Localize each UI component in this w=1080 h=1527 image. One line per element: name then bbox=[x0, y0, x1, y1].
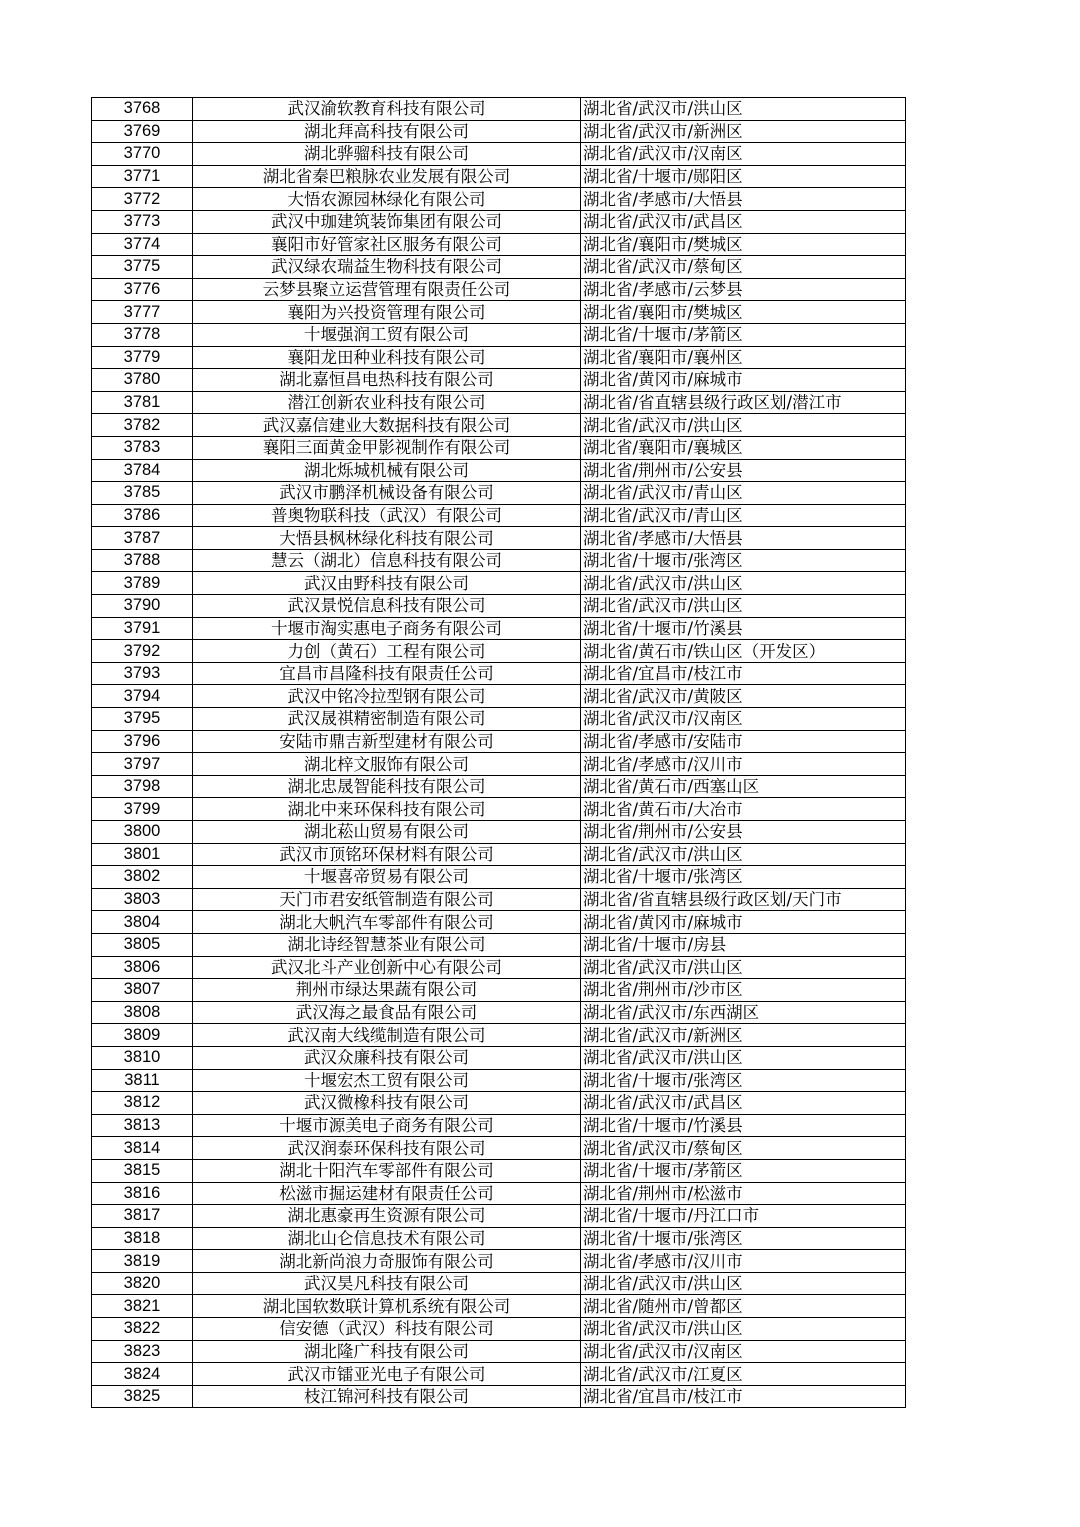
row-number-cell: 3813 bbox=[92, 1114, 193, 1137]
row-number-cell: 3819 bbox=[92, 1250, 193, 1273]
region-cell: 湖北省/武汉市/武昌区 bbox=[581, 1092, 906, 1115]
table-row bbox=[92, 866, 906, 889]
company-name-cell: 武汉中珈建筑装饰集团有限公司 bbox=[193, 210, 581, 233]
row-number-cell: 3782 bbox=[92, 414, 193, 437]
region-cell: 湖北省/武汉市/青山区 bbox=[581, 504, 906, 527]
row-number-cell: 3770 bbox=[92, 143, 193, 166]
table-row bbox=[92, 1024, 906, 1047]
region-cell: 湖北省/武汉市/青山区 bbox=[581, 482, 906, 505]
table-row bbox=[92, 572, 906, 595]
company-name-cell: 湖北菘山贸易有限公司 bbox=[193, 821, 581, 844]
region-cell: 湖北省/孝感市/安陆市 bbox=[581, 730, 906, 753]
company-name-cell: 襄阳三面黄金甲影视制作有限公司 bbox=[193, 436, 581, 459]
table-row bbox=[92, 595, 906, 618]
row-number-cell: 3790 bbox=[92, 595, 193, 618]
company-name-cell: 十堰强润工贸有限公司 bbox=[193, 323, 581, 346]
company-name-cell: 天门市君安纸管制造有限公司 bbox=[193, 888, 581, 911]
company-name-cell: 武汉景悦信息科技有限公司 bbox=[193, 595, 581, 618]
company-name-cell: 湖北烁城机械有限公司 bbox=[193, 459, 581, 482]
region-cell: 湖北省/随州市/曾都区 bbox=[581, 1295, 906, 1318]
table-row bbox=[92, 685, 906, 708]
table-row bbox=[92, 527, 906, 550]
row-number-cell: 3822 bbox=[92, 1318, 193, 1341]
region-cell: 湖北省/荆州市/公安县 bbox=[581, 459, 906, 482]
row-number-cell: 3820 bbox=[92, 1272, 193, 1295]
company-name-cell: 湖北隆广科技有限公司 bbox=[193, 1340, 581, 1363]
table-row bbox=[92, 391, 906, 414]
row-number-cell: 3789 bbox=[92, 572, 193, 595]
region-cell: 湖北省/孝感市/大悟县 bbox=[581, 527, 906, 550]
table-row bbox=[92, 1363, 906, 1386]
region-cell: 湖北省/武汉市/蔡甸区 bbox=[581, 1137, 906, 1160]
company-name-cell: 武汉北斗产业创新中心有限公司 bbox=[193, 956, 581, 979]
table-row bbox=[92, 1069, 906, 1092]
company-name-cell: 武汉绿农瑞益生物科技有限公司 bbox=[193, 256, 581, 279]
row-number-cell: 3769 bbox=[92, 120, 193, 143]
company-name-cell: 荆州市绿达果蔬有限公司 bbox=[193, 979, 581, 1002]
row-number-cell: 3797 bbox=[92, 753, 193, 776]
region-cell: 湖北省/武汉市/汉南区 bbox=[581, 708, 906, 731]
region-cell: 湖北省/孝感市/大悟县 bbox=[581, 188, 906, 211]
region-cell: 湖北省/武汉市/东西湖区 bbox=[581, 1001, 906, 1024]
row-number-cell: 3812 bbox=[92, 1092, 193, 1115]
region-cell: 湖北省/十堰市/郧阳区 bbox=[581, 165, 906, 188]
row-number-cell: 3771 bbox=[92, 165, 193, 188]
row-number-cell: 3796 bbox=[92, 730, 193, 753]
row-number-cell: 3788 bbox=[92, 549, 193, 572]
table-row bbox=[92, 120, 906, 143]
company-name-cell: 大悟县枫林绿化科技有限公司 bbox=[193, 527, 581, 550]
company-name-cell: 襄阳龙田种业科技有限公司 bbox=[193, 346, 581, 369]
table-row bbox=[92, 708, 906, 731]
row-number-cell: 3785 bbox=[92, 482, 193, 505]
region-cell: 湖北省/十堰市/张湾区 bbox=[581, 866, 906, 889]
company-name-cell: 武汉微橡科技有限公司 bbox=[193, 1092, 581, 1115]
table-row bbox=[92, 821, 906, 844]
region-cell: 湖北省/襄阳市/樊城区 bbox=[581, 301, 906, 324]
region-cell: 湖北省/十堰市/竹溪县 bbox=[581, 1114, 906, 1137]
table-row bbox=[92, 233, 906, 256]
company-name-cell: 襄阳市好管家社区服务有限公司 bbox=[193, 233, 581, 256]
region-cell: 湖北省/省直辖县级行政区划/天门市 bbox=[581, 888, 906, 911]
table-row bbox=[92, 640, 906, 663]
region-cell: 湖北省/武汉市/洪山区 bbox=[581, 98, 906, 121]
company-name-cell: 武汉嘉信建业大数据科技有限公司 bbox=[193, 414, 581, 437]
table-row bbox=[92, 1295, 906, 1318]
row-number-cell: 3772 bbox=[92, 188, 193, 211]
company-name-cell: 湖北拜高科技有限公司 bbox=[193, 120, 581, 143]
company-name-cell: 松滋市掘运建材有限责任公司 bbox=[193, 1182, 581, 1205]
region-cell: 湖北省/武汉市/洪山区 bbox=[581, 956, 906, 979]
company-name-cell: 武汉市镭亚光电子有限公司 bbox=[193, 1363, 581, 1386]
region-cell: 湖北省/宜昌市/枝江市 bbox=[581, 662, 906, 685]
company-name-cell: 武汉由野科技有限公司 bbox=[193, 572, 581, 595]
table-row bbox=[92, 933, 906, 956]
company-name-cell: 武汉润泰环保科技有限公司 bbox=[193, 1137, 581, 1160]
row-number-cell: 3801 bbox=[92, 843, 193, 866]
row-number-cell: 3798 bbox=[92, 775, 193, 798]
region-cell: 湖北省/十堰市/张湾区 bbox=[581, 1227, 906, 1250]
row-number-cell: 3768 bbox=[92, 98, 193, 121]
row-number-cell: 3775 bbox=[92, 256, 193, 279]
company-name-cell: 襄阳为兴投资管理有限公司 bbox=[193, 301, 581, 324]
company-name-cell: 慧云（湖北）信息科技有限公司 bbox=[193, 549, 581, 572]
region-cell: 湖北省/武汉市/黄陂区 bbox=[581, 685, 906, 708]
table-row bbox=[92, 1159, 906, 1182]
region-cell: 湖北省/黄石市/大冶市 bbox=[581, 798, 906, 821]
region-cell: 湖北省/孝感市/汉川市 bbox=[581, 753, 906, 776]
table-row bbox=[92, 143, 906, 166]
row-number-cell: 3791 bbox=[92, 617, 193, 640]
table-row bbox=[92, 979, 906, 1002]
company-table bbox=[91, 97, 906, 1408]
region-cell: 湖北省/省直辖县级行政区划/潜江市 bbox=[581, 391, 906, 414]
table-row bbox=[92, 1272, 906, 1295]
company-name-cell: 湖北十阳汽车零部件有限公司 bbox=[193, 1159, 581, 1182]
table-row bbox=[92, 459, 906, 482]
region-cell: 湖北省/荆州市/松滋市 bbox=[581, 1182, 906, 1205]
row-number-cell: 3808 bbox=[92, 1001, 193, 1024]
table-row bbox=[92, 414, 906, 437]
company-name-cell: 湖北省秦巴粮脉农业发展有限公司 bbox=[193, 165, 581, 188]
row-number-cell: 3816 bbox=[92, 1182, 193, 1205]
row-number-cell: 3780 bbox=[92, 369, 193, 392]
region-cell: 湖北省/黄石市/西塞山区 bbox=[581, 775, 906, 798]
company-name-cell: 安陆市鼎吉新型建材有限公司 bbox=[193, 730, 581, 753]
table-row bbox=[92, 1001, 906, 1024]
row-number-cell: 3795 bbox=[92, 708, 193, 731]
row-number-cell: 3793 bbox=[92, 662, 193, 685]
company-name-cell: 湖北梓文服饰有限公司 bbox=[193, 753, 581, 776]
table-row bbox=[92, 98, 906, 121]
row-number-cell: 3802 bbox=[92, 866, 193, 889]
row-number-cell: 3777 bbox=[92, 301, 193, 324]
company-name-cell: 湖北中来环保科技有限公司 bbox=[193, 798, 581, 821]
row-number-cell: 3787 bbox=[92, 527, 193, 550]
table-row bbox=[92, 1046, 906, 1069]
table-row bbox=[92, 346, 906, 369]
table-row bbox=[92, 1227, 906, 1250]
region-cell: 湖北省/武汉市/新洲区 bbox=[581, 120, 906, 143]
row-number-cell: 3818 bbox=[92, 1227, 193, 1250]
region-cell: 湖北省/十堰市/房县 bbox=[581, 933, 906, 956]
row-number-cell: 3824 bbox=[92, 1363, 193, 1386]
region-cell: 湖北省/荆州市/公安县 bbox=[581, 821, 906, 844]
company-name-cell: 武汉昊凡科技有限公司 bbox=[193, 1272, 581, 1295]
table-row bbox=[92, 482, 906, 505]
company-name-cell: 云梦县聚立运营管理有限责任公司 bbox=[193, 278, 581, 301]
company-name-cell: 武汉渝软教育科技有限公司 bbox=[193, 98, 581, 121]
table-row bbox=[92, 1318, 906, 1341]
company-name-cell: 武汉市鹏泽机械设备有限公司 bbox=[193, 482, 581, 505]
region-cell: 湖北省/武汉市/武昌区 bbox=[581, 210, 906, 233]
region-cell: 湖北省/武汉市/洪山区 bbox=[581, 595, 906, 618]
table-row bbox=[92, 843, 906, 866]
row-number-cell: 3792 bbox=[92, 640, 193, 663]
region-cell: 湖北省/十堰市/丹江口市 bbox=[581, 1205, 906, 1228]
row-number-cell: 3800 bbox=[92, 821, 193, 844]
table-row bbox=[92, 188, 906, 211]
table-row bbox=[92, 369, 906, 392]
region-cell: 湖北省/武汉市/蔡甸区 bbox=[581, 256, 906, 279]
region-cell: 湖北省/孝感市/汉川市 bbox=[581, 1250, 906, 1273]
region-cell: 湖北省/襄阳市/樊城区 bbox=[581, 233, 906, 256]
region-cell: 湖北省/武汉市/洪山区 bbox=[581, 1272, 906, 1295]
table-row bbox=[92, 730, 906, 753]
region-cell: 湖北省/黄冈市/麻城市 bbox=[581, 369, 906, 392]
company-name-cell: 十堰市淘实惠电子商务有限公司 bbox=[193, 617, 581, 640]
company-name-cell: 武汉众廉科技有限公司 bbox=[193, 1046, 581, 1069]
table-row bbox=[92, 1385, 906, 1408]
row-number-cell: 3815 bbox=[92, 1159, 193, 1182]
company-name-cell: 宜昌市昌隆科技有限责任公司 bbox=[193, 662, 581, 685]
region-cell: 湖北省/武汉市/洪山区 bbox=[581, 414, 906, 437]
table-row bbox=[92, 301, 906, 324]
region-cell: 湖北省/孝感市/云梦县 bbox=[581, 278, 906, 301]
row-number-cell: 3810 bbox=[92, 1046, 193, 1069]
company-name-cell: 湖北大帆汽车零部件有限公司 bbox=[193, 911, 581, 934]
row-number-cell: 3774 bbox=[92, 233, 193, 256]
table-row bbox=[92, 798, 906, 821]
company-name-cell: 武汉南大线缆制造有限公司 bbox=[193, 1024, 581, 1047]
company-name-cell: 信安德（武汉）科技有限公司 bbox=[193, 1318, 581, 1341]
row-number-cell: 3799 bbox=[92, 798, 193, 821]
region-cell: 湖北省/十堰市/茅箭区 bbox=[581, 1159, 906, 1182]
company-name-cell: 力创（黄石）工程有限公司 bbox=[193, 640, 581, 663]
region-cell: 湖北省/武汉市/洪山区 bbox=[581, 1318, 906, 1341]
table-row bbox=[92, 911, 906, 934]
region-cell: 湖北省/十堰市/张湾区 bbox=[581, 1069, 906, 1092]
company-name-cell: 武汉中铭冷拉型钢有限公司 bbox=[193, 685, 581, 708]
table-row bbox=[92, 1205, 906, 1228]
row-number-cell: 3825 bbox=[92, 1385, 193, 1408]
company-name-cell: 湖北诗经智慧茶业有限公司 bbox=[193, 933, 581, 956]
row-number-cell: 3821 bbox=[92, 1295, 193, 1318]
row-number-cell: 3809 bbox=[92, 1024, 193, 1047]
table-row bbox=[92, 1114, 906, 1137]
region-cell: 湖北省/十堰市/茅箭区 bbox=[581, 323, 906, 346]
row-number-cell: 3823 bbox=[92, 1340, 193, 1363]
table-row bbox=[92, 323, 906, 346]
company-name-cell: 湖北国软数联计算机系统有限公司 bbox=[193, 1295, 581, 1318]
region-cell: 湖北省/十堰市/竹溪县 bbox=[581, 617, 906, 640]
company-name-cell: 湖北新尚浪力奇服饰有限公司 bbox=[193, 1250, 581, 1273]
region-cell: 湖北省/襄阳市/襄州区 bbox=[581, 346, 906, 369]
region-cell: 湖北省/武汉市/洪山区 bbox=[581, 1046, 906, 1069]
table-row bbox=[92, 504, 906, 527]
table-row bbox=[92, 165, 906, 188]
region-cell: 湖北省/黄冈市/麻城市 bbox=[581, 911, 906, 934]
region-cell: 湖北省/武汉市/新洲区 bbox=[581, 1024, 906, 1047]
region-cell: 湖北省/十堰市/张湾区 bbox=[581, 549, 906, 572]
table-row bbox=[92, 436, 906, 459]
company-name-cell: 十堰宏杰工贸有限公司 bbox=[193, 1069, 581, 1092]
table-row bbox=[92, 662, 906, 685]
company-name-cell: 潜江创新农业科技有限公司 bbox=[193, 391, 581, 414]
table-row bbox=[92, 1250, 906, 1273]
company-name-cell: 武汉海之最食品有限公司 bbox=[193, 1001, 581, 1024]
row-number-cell: 3779 bbox=[92, 346, 193, 369]
table-row bbox=[92, 956, 906, 979]
company-name-cell: 湖北山仑信息技术有限公司 bbox=[193, 1227, 581, 1250]
row-number-cell: 3806 bbox=[92, 956, 193, 979]
row-number-cell: 3814 bbox=[92, 1137, 193, 1160]
company-name-cell: 湖北骅骝科技有限公司 bbox=[193, 143, 581, 166]
region-cell: 湖北省/黄石市/铁山区（开发区） bbox=[581, 640, 906, 663]
company-name-cell: 湖北嘉恒昌电热科技有限公司 bbox=[193, 369, 581, 392]
row-number-cell: 3811 bbox=[92, 1069, 193, 1092]
row-number-cell: 3773 bbox=[92, 210, 193, 233]
company-name-cell: 大悟农源园林绿化有限公司 bbox=[193, 188, 581, 211]
region-cell: 湖北省/荆州市/沙市区 bbox=[581, 979, 906, 1002]
table-body bbox=[92, 98, 906, 1408]
table-row bbox=[92, 1340, 906, 1363]
row-number-cell: 3781 bbox=[92, 391, 193, 414]
row-number-cell: 3794 bbox=[92, 685, 193, 708]
row-number-cell: 3784 bbox=[92, 459, 193, 482]
table-row bbox=[92, 1137, 906, 1160]
table-row bbox=[92, 278, 906, 301]
region-cell: 湖北省/宜昌市/枝江市 bbox=[581, 1385, 906, 1408]
row-number-cell: 3786 bbox=[92, 504, 193, 527]
row-number-cell: 3783 bbox=[92, 436, 193, 459]
row-number-cell: 3803 bbox=[92, 888, 193, 911]
company-name-cell: 湖北惠豪再生资源有限公司 bbox=[193, 1205, 581, 1228]
table-row bbox=[92, 256, 906, 279]
company-name-cell: 十堰市源美电子商务有限公司 bbox=[193, 1114, 581, 1137]
table-row bbox=[92, 888, 906, 911]
region-cell: 湖北省/襄阳市/襄城区 bbox=[581, 436, 906, 459]
region-cell: 湖北省/武汉市/洪山区 bbox=[581, 572, 906, 595]
row-number-cell: 3804 bbox=[92, 911, 193, 934]
table-row bbox=[92, 753, 906, 776]
company-name-cell: 普奥物联科技（武汉）有限公司 bbox=[193, 504, 581, 527]
row-number-cell: 3807 bbox=[92, 979, 193, 1002]
table-row bbox=[92, 775, 906, 798]
region-cell: 湖北省/武汉市/江夏区 bbox=[581, 1363, 906, 1386]
company-name-cell: 湖北忠晟智能科技有限公司 bbox=[193, 775, 581, 798]
company-name-cell: 枝江锦河科技有限公司 bbox=[193, 1385, 581, 1408]
row-number-cell: 3776 bbox=[92, 278, 193, 301]
table-row bbox=[92, 1092, 906, 1115]
region-cell: 湖北省/武汉市/汉南区 bbox=[581, 1340, 906, 1363]
table-row bbox=[92, 617, 906, 640]
company-name-cell: 十堰喜帝贸易有限公司 bbox=[193, 866, 581, 889]
region-cell: 湖北省/武汉市/汉南区 bbox=[581, 143, 906, 166]
company-name-cell: 武汉市顶铭环保材料有限公司 bbox=[193, 843, 581, 866]
table-row bbox=[92, 549, 906, 572]
table-row bbox=[92, 1182, 906, 1205]
row-number-cell: 3778 bbox=[92, 323, 193, 346]
row-number-cell: 3817 bbox=[92, 1205, 193, 1228]
table-row bbox=[92, 210, 906, 233]
row-number-cell: 3805 bbox=[92, 933, 193, 956]
company-name-cell: 武汉晟祺精密制造有限公司 bbox=[193, 708, 581, 731]
region-cell: 湖北省/武汉市/洪山区 bbox=[581, 843, 906, 866]
